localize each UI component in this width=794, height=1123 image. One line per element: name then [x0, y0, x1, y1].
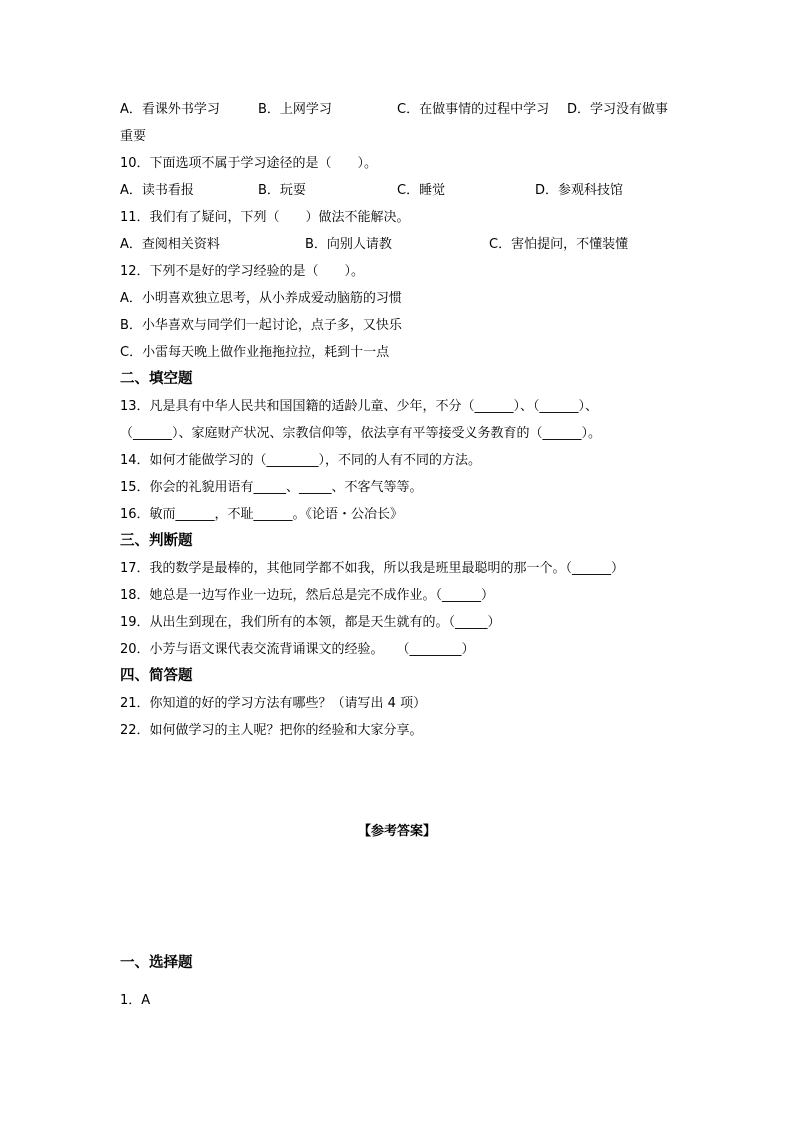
- q12-option-c: C．小雷每天晚上做作业拖拖拉拉，耗到十一点: [120, 345, 390, 360]
- q18: 18．她总是一边写作业一边玩，然后总是完不成作业。（______）: [120, 588, 495, 603]
- q17: 17．我的数学是最棒的，其他同学都不如我，所以我是班里最聪明的那一个。（______）: [120, 561, 625, 576]
- q11-option-b: B．向别人请教: [305, 237, 392, 252]
- q22: 22．如何做学习的主人呢？把你的经验和大家分享。: [120, 723, 423, 738]
- q10-option-a: A．读书看报: [120, 183, 194, 198]
- q12-option-b: B．小华喜欢与同学们一起讨论，点子多，又快乐: [120, 318, 402, 333]
- answers-choice-heading: 一、选择题: [120, 955, 193, 971]
- section-fill-blank-heading: 二、填空题: [120, 371, 193, 387]
- q13-line-1: 13．凡是具有中华人民共和国国籍的适龄儿童、少年，不分（______）、（______）、: [120, 399, 599, 414]
- q9-option-c: C．在做事情的过程中学习: [397, 102, 550, 117]
- q10-option-d: D．参观科技馆: [535, 183, 624, 198]
- answer-1: 1．A: [120, 993, 151, 1008]
- q14: 14．如何才能做学习的（________），不同的人有不同的方法。: [120, 453, 482, 468]
- q15: 15．你会的礼貌用语有_____、_____、不客气等等。: [120, 480, 423, 495]
- q10-option-b: B．玩耍: [258, 183, 306, 198]
- q10-option-c: C．睡觉: [397, 183, 446, 198]
- section-short-answer-heading: 四、简答题: [120, 668, 193, 684]
- q21: 21．你知道的好的学习方法有哪些？（请写出 4 项）: [120, 696, 427, 711]
- q9-option-d-continuation: 重要: [120, 129, 147, 144]
- q11-option-a: A．查阅相关资料: [120, 237, 220, 252]
- section-true-false-heading: 三、判断题: [120, 533, 193, 549]
- q9-option-d: D．学习没有做事: [567, 102, 669, 117]
- q12-option-a: A．小明喜欢独立思考，从小养成爱动脑筋的习惯: [120, 291, 402, 306]
- q9-option-a: A．看课外书学习: [120, 102, 220, 117]
- q11-option-c: C．害怕提问，不懂装懂: [489, 237, 629, 252]
- q16: 16．敏而______，不耻______。《论语・公冶长》: [120, 507, 404, 522]
- q10-stem: 10．下面选项不属于学习途径的是（ ）。: [120, 156, 378, 171]
- reference-answers-title: 【参考答案】: [357, 824, 436, 839]
- q20: 20．小芳与语文课代表交流背诵课文的经验。 （________）: [120, 642, 475, 657]
- q11-stem: 11．我们有了疑问，下列（ ）做法不能解决。: [120, 210, 410, 225]
- q19: 19．从出生到现在，我们所有的本领，都是天生就有的。（_____）: [120, 615, 501, 630]
- q9-option-b: B．上网学习: [258, 102, 332, 117]
- q12-stem: 12．下列不是好的学习经验的是（ ）。: [120, 264, 365, 279]
- q13-line-2: （______）、家庭财产状况、宗教信仰等，依法享有平等接受义务教育的（______）。: [120, 426, 602, 441]
